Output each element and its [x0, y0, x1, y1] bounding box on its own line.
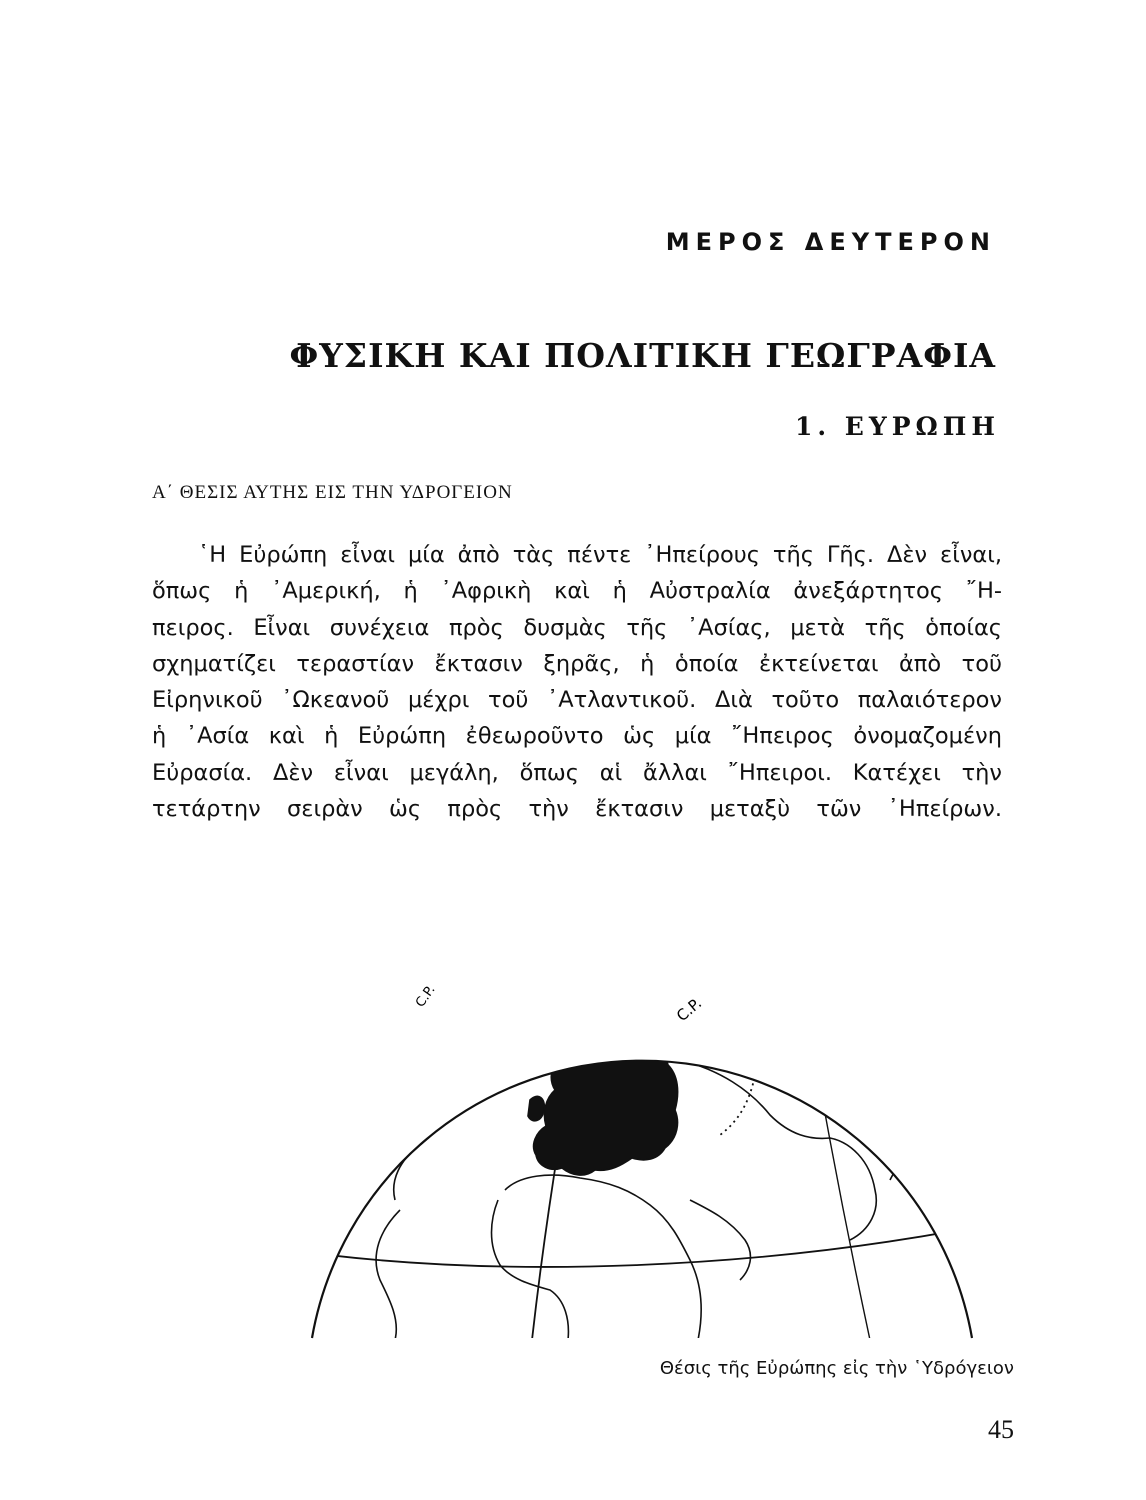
- globe-map-icon: [250, 860, 1010, 1340]
- island-shape: [858, 1096, 866, 1104]
- paragraph-line: ὅπως ἡ ᾿Αμερική, ἡ ᾿Αφρικὴ καὶ ἡ Αὐστραλία ἀνεξάρτητος ῎Η-: [152, 578, 1002, 605]
- america-coast: [376, 1210, 400, 1340]
- northern-coast: [720, 920, 783, 1060]
- island-shape: [845, 1065, 855, 1075]
- body-paragraph: [152, 537, 1002, 827]
- arctic-circle: [510, 884, 650, 890]
- polar-circle-label-left: C.P.: [412, 982, 439, 1011]
- chapter-title: 1. ΕΥΡΩΠΗ: [795, 412, 1000, 441]
- northern-coast: [580, 890, 705, 1050]
- greenland-shape: [472, 984, 552, 1046]
- arctic-circle: [432, 884, 726, 1062]
- paragraph-line: Εὐρασία. Δὲν εἶναι μεγάλη, ὅπως αἱ ἄλλαι ῎Ηπειροι. Κατέχει τὴν: [152, 759, 1002, 786]
- polar-circle-label: C.P.: [673, 994, 706, 1026]
- asia-coast: [770, 950, 915, 1180]
- paragraph-line: τετάρτην σειρὰν ὡς πρὸς τὴν ἔκτασιν μεταξὺ τῶν ᾿Ηπείρων.: [152, 796, 1002, 823]
- asia-coast: [680, 1060, 876, 1240]
- africa-coast: [492, 1200, 569, 1340]
- main-title: ΦΥΣΙΚΗ ΚΑΙ ΠΟΛΙΤΙΚΗ ΓΕΩΓΡΑΦΙΑ: [289, 336, 996, 375]
- section-heading: Α΄ ΘΕΣΙΣ ΑΥΤΗΣ ΕΙΣ ΤΗΝ ΥΔΡΟΓΕΙΟΝ: [152, 482, 513, 503]
- figure-caption: Θέσις τῆς Εὐρώπης εἰς τὴν ῾Υδρόγειον: [659, 1358, 1014, 1379]
- paragraph-line: πειρος. Εἶναι συνέχεια πρὸς δυσμὰς τῆς ᾿Ασίας, μετὰ τῆς ὁποίας: [152, 614, 1002, 641]
- british-isles-shape: [528, 1096, 544, 1120]
- equator-line: [290, 1220, 1010, 1267]
- meridian-line: [790, 900, 870, 1340]
- paragraph-line: ἡ ᾿Ασία καὶ ἡ Εὐρώπη ἐθεωροῦντο ὡς μία ῎Ηπειρος ὀνομαζομένη: [152, 723, 1002, 750]
- island-shape: [515, 1067, 521, 1073]
- arabia-coast: [690, 1200, 750, 1280]
- globe-figure: [250, 860, 1010, 1340]
- page-number: 45: [988, 1415, 1014, 1444]
- part-label: ΜΕΡΟΣ ΔΕΥΤΕΡΟΝ: [665, 228, 996, 256]
- paragraph-line: Εἰρηνικοῦ ᾿Ωκεανοῦ μέχρι τοῦ ᾿Ατλαντικοῦ. Διὰ τοῦτο παλαιότερον: [152, 687, 1002, 714]
- europe-asia-boundary: [720, 995, 770, 1135]
- paragraph-line: σχηματίζει τεραστίαν ἔκτασιν ξηρᾶς, ἡ ὁποία ἐκτείνεται ἀπὸ τοῦ: [152, 650, 1002, 677]
- paragraph-line: ῾Η Εὐρώπη εἶναι μία ἀπὸ τὰς πέντε ᾿Ηπείρους τῆς Γῆς. Δὲν εἶναι,: [198, 542, 1002, 568]
